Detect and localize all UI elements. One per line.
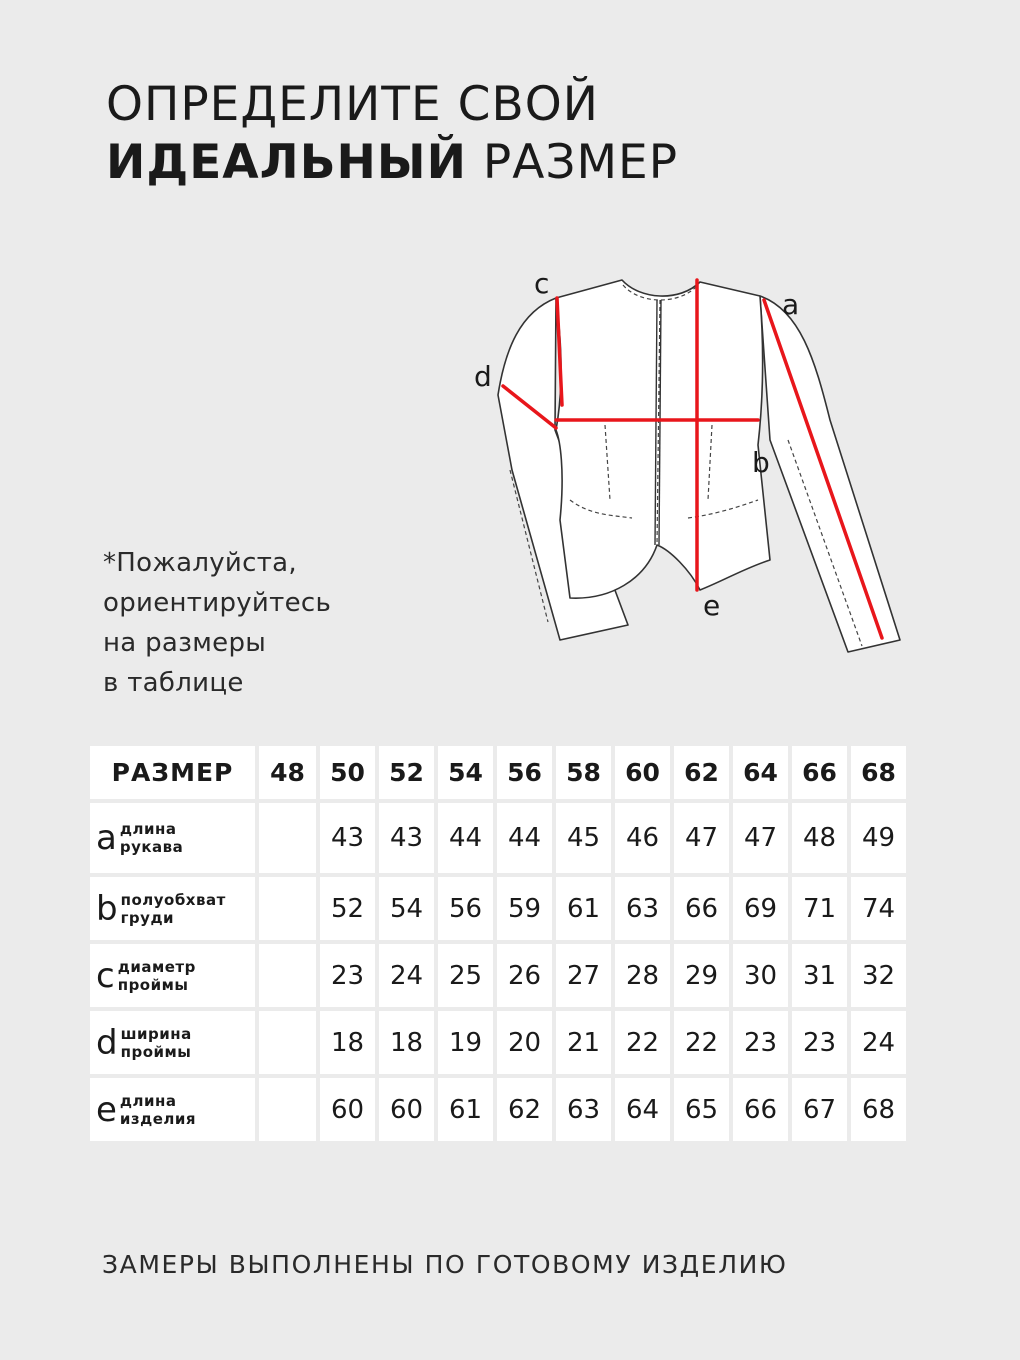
table-cell: 32 (851, 944, 906, 1007)
title-bold-word: ИДЕАЛЬНЫЙ (106, 135, 467, 190)
table-cell: 20 (497, 1011, 552, 1074)
table-cell: 24 (851, 1011, 906, 1074)
table-cell: 18 (379, 1011, 434, 1074)
row-header (90, 1011, 255, 1074)
table-cell: 44 (497, 803, 552, 873)
table-cell: 68 (851, 1078, 906, 1141)
row-label-line: рукава (119, 838, 184, 856)
size-header-cell: 66 (792, 746, 847, 799)
table-cell: 31 (792, 944, 847, 1007)
label-a: a (782, 288, 800, 321)
size-header-cell: 50 (320, 746, 375, 799)
table-cell: 47 (733, 803, 788, 873)
table-row (90, 1078, 906, 1141)
jacket-body (556, 280, 770, 598)
table-cell: 61 (438, 1078, 493, 1141)
size-header-cell: 64 (733, 746, 788, 799)
title-line-1: ОПРЕДЕЛИТЕ СВОЙ (106, 77, 599, 132)
table-cell: 43 (320, 803, 375, 873)
row-letter: c (96, 955, 115, 996)
table-cell (259, 1011, 316, 1074)
row-label-line: длина (119, 1091, 177, 1110)
size-header-cell: 52 (379, 746, 434, 799)
size-header-cell: 48 (259, 746, 316, 799)
label-c: c (534, 267, 550, 300)
table-row (90, 1011, 906, 1074)
table-cell: 54 (379, 877, 434, 940)
note-line-2: ориентируйтесь (103, 588, 332, 618)
table-cell: 60 (320, 1078, 375, 1141)
table-cell: 23 (792, 1011, 847, 1074)
table-cell: 43 (379, 803, 434, 873)
table-cell: 25 (438, 944, 493, 1007)
table-cell: 71 (792, 877, 847, 940)
row-letter: d (96, 1022, 118, 1063)
table-cell: 63 (556, 1078, 611, 1141)
size-header-cell: 58 (556, 746, 611, 799)
size-header-cell: 60 (615, 746, 670, 799)
title-rest-word: РАЗМЕР (482, 135, 679, 190)
size-header-row (90, 746, 906, 799)
row-letter: a (96, 818, 117, 858)
table-cell: 66 (733, 1078, 788, 1141)
row-label-line: ширина (120, 1024, 192, 1043)
table-cell: 61 (556, 877, 611, 940)
table-cell: 28 (615, 944, 670, 1007)
size-table (86, 742, 910, 1145)
table-cell: 22 (674, 1011, 729, 1074)
table-cell: 67 (792, 1078, 847, 1141)
table-cell: 59 (497, 877, 552, 940)
table-cell: 49 (851, 803, 906, 873)
footer-note: ЗАМЕРЫ ВЫПОЛНЕНЫ ПО ГОТОВОМУ ИЗДЕЛИЮ (102, 1250, 788, 1279)
table-cell: 44 (438, 803, 493, 873)
table-cell: 45 (556, 803, 611, 873)
table-row (90, 803, 906, 873)
row-letter: e (96, 1089, 117, 1130)
row-label-line: длина (119, 820, 177, 838)
row-label-line: диаметр (117, 957, 196, 976)
table-cell: 18 (320, 1011, 375, 1074)
table-cell (259, 877, 316, 940)
table-cell: 69 (733, 877, 788, 940)
table-cell: 23 (320, 944, 375, 1007)
table-cell: 23 (733, 1011, 788, 1074)
row-header (90, 803, 255, 873)
table-cell: 63 (615, 877, 670, 940)
table-cell: 27 (556, 944, 611, 1007)
size-header-cell: 68 (851, 746, 906, 799)
table-cell: 48 (792, 803, 847, 873)
table-row (90, 944, 906, 1007)
table-cell (259, 803, 316, 873)
table-cell: 52 (320, 877, 375, 940)
size-header-cell: 62 (674, 746, 729, 799)
table-cell: 65 (674, 1078, 729, 1141)
row-header (90, 877, 255, 940)
table-row (90, 877, 906, 940)
row-label-line: полуобхват (120, 890, 226, 909)
row-label-line: изделия (119, 1109, 197, 1128)
table-cell: 21 (556, 1011, 611, 1074)
table-cell: 66 (674, 877, 729, 940)
label-e: e (703, 589, 721, 622)
note-line-4: в таблице (103, 668, 244, 698)
note-line-1: *Пожалуйста, (103, 548, 297, 578)
table-cell: 46 (615, 803, 670, 873)
row-header (90, 1078, 255, 1141)
table-cell: 26 (497, 944, 552, 1007)
label-b: b (752, 446, 770, 479)
table-cell: 74 (851, 877, 906, 940)
table-cell: 60 (379, 1078, 434, 1141)
table-cell: 22 (615, 1011, 670, 1074)
table-cell: 30 (733, 944, 788, 1007)
label-d: d (474, 360, 492, 393)
table-cell: 29 (674, 944, 729, 1007)
table-cell: 24 (379, 944, 434, 1007)
row-label-line: проймы (117, 975, 189, 994)
table-cell: 62 (497, 1078, 552, 1141)
table-cell: 19 (438, 1011, 493, 1074)
row-letter: b (96, 888, 118, 929)
row-label-line: груди (120, 908, 175, 927)
table-cell (259, 944, 316, 1007)
table-cell: 64 (615, 1078, 670, 1141)
size-header-label: РАЗМЕР (90, 746, 255, 799)
size-header-cell: 56 (497, 746, 552, 799)
size-header-cell: 54 (438, 746, 493, 799)
note-line-3: на размеры (103, 628, 267, 658)
row-header (90, 944, 255, 1007)
table-cell: 56 (438, 877, 493, 940)
table-cell: 47 (674, 803, 729, 873)
table-cell (259, 1078, 316, 1141)
row-label-line: проймы (120, 1042, 192, 1061)
